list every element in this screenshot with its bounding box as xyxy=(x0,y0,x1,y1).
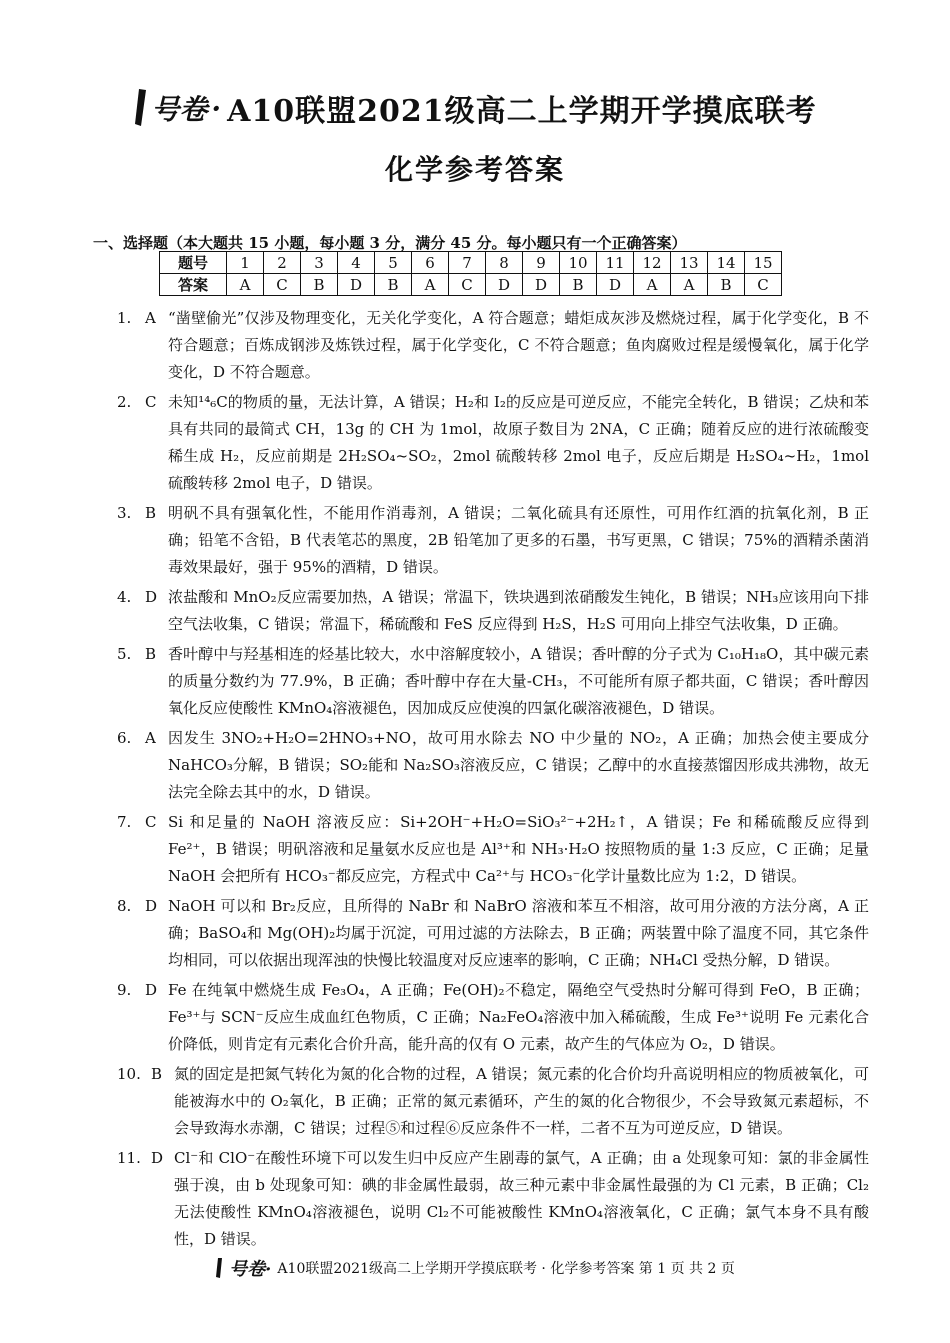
explanation-item xyxy=(117,725,869,806)
explanation-item xyxy=(117,584,869,638)
footer-logo-text: 号卷· xyxy=(229,1259,272,1280)
item-number: 10. xyxy=(117,1065,141,1083)
header xyxy=(0,86,950,188)
item-number: 4. xyxy=(117,588,132,606)
item-answer: B xyxy=(145,504,157,522)
item-answer: B xyxy=(151,1065,163,1083)
item-text: Si 和足量的 NaOH 溶液反应：Si+2OH⁻+H₂O=SiO₃²⁻+2H₂↑，A 错误；Fe 和稀硫酸反应得到 Fe²⁺，B 错误；明矾溶液和足量氨水反应也是 Al³⁺和 NH₃·H₂O 按照物质的量 1:3 反应，C 正确；足量 NaOH 会把所有 HCO₃⁻都反应完，方程式中 Ca²⁺与 HCO₃⁻化学计量数比应为 1:2，D 错误。 xyxy=(168,813,869,885)
question-number: 8 xyxy=(486,252,523,274)
explanation-item xyxy=(117,500,869,581)
page-footer xyxy=(0,1255,950,1281)
logo-dot: · xyxy=(211,91,222,125)
item-answer: C xyxy=(145,813,157,831)
question-number: 6 xyxy=(412,252,449,274)
answer-cell: D xyxy=(597,274,634,296)
answer-cell: A xyxy=(227,274,264,296)
answer-cell: A xyxy=(634,274,671,296)
item-number: 6. xyxy=(117,729,132,747)
question-number: 1 xyxy=(227,252,264,274)
item-text: 明矾不具有强氧化性，不能用作消毒剂，A 错误；二氧化硫具有还原性，可用作红酒的抗氧化剂，B 正确；铅笔不含铅，B 代表笔芯的黑度，2B 铅笔加了更多的石墨，书写更黑，C 错误；75%的酒精杀菌消毒效果最好，强于 95%的酒精，D 错误。 xyxy=(168,504,869,576)
answer-cell: C xyxy=(449,274,486,296)
question-number: 13 xyxy=(671,252,708,274)
answer-cell: C xyxy=(264,274,301,296)
item-answer: C xyxy=(145,393,157,411)
item-text: NaOH 可以和 Br₂反应，且所得的 NaBr 和 NaBrO 溶液和苯互不相溶，故可用分液的方法分离，A 正确；BaSO₄和 Mg(OH)₂均属于沉淀，可用过滤的方法除去，B 正确；两装置中除了温度不同，其它条件均相同，可以依据出现浑浊的快慢比较温度对反应速率的影响，C 正确；NH₄Cl 受热分解，D 错误。 xyxy=(168,897,870,969)
item-answer: B xyxy=(145,645,157,663)
question-number: 4 xyxy=(338,252,375,274)
section-title: 一、选择题（本大题共 15 小题，每小题 3 分，满分 45 分。每小题只有一个正确答案） xyxy=(93,234,687,252)
answer-row xyxy=(160,274,782,296)
item-answer: D xyxy=(145,588,158,606)
answer-table xyxy=(159,251,782,296)
item-number: 11. xyxy=(117,1149,141,1167)
item-text: 浓盐酸和 MnO₂反应需要加热，A 错误；常温下，铁块遇到浓硝酸发生钝化，B 错误；NH₃应该用向下排空气法收集，C 错误；常温下，稀硫酸和 FeS 反应得到 H₂S，H₂S 可用向上排空气法收集，D 正确。 xyxy=(168,588,869,633)
item-number: 5. xyxy=(117,645,132,663)
question-number: 5 xyxy=(375,252,412,274)
question-number: 12 xyxy=(634,252,671,274)
answer-cell: B xyxy=(708,274,745,296)
question-number: 3 xyxy=(301,252,338,274)
item-text: 因发生 3NO₂+H₂O=2HNO₃+NO，故可用水除去 NO 中少量的 NO₂，A 正确；加热会使主要成分 NaHCO₃分解，B 错误；SO₂能和 Na₂SO₃溶液反应，C 错误；乙醇中的水直接蒸馏因形成共沸物，故无法完全除去其中的水，D 错误。 xyxy=(168,729,869,801)
row-label: 答案 xyxy=(160,274,227,296)
item-text: Cl⁻和 ClO⁻在酸性环境下可以发生归中反应产生剧毒的氯气，A 正确；由 a 处现象可知：氯的非金属性强于溴，由 b 处现象可知：碘的非金属性最弱，故三种元素中非金属性最强的为 Cl 元素，B 正确；Cl₂无法使酸性 KMnO₄溶液褪色，说明 Cl₂不可能被酸性 KMnO₄溶液氧化，C 正确；氯气本身不具有酸性，D 错误。 xyxy=(174,1149,869,1248)
item-number: 9. xyxy=(117,981,132,999)
explanation-item xyxy=(117,1061,869,1142)
item-number: 2. xyxy=(117,393,132,411)
item-answer: A xyxy=(145,729,156,747)
item-text: 香叶醇中与羟基相连的烃基比较大，水中溶解度较小，A 错误；香叶醇的分子式为 C₁₀H₁₈O，其中碳元素的质量分数约为 77.9%，B 正确；香叶醇中存在大量-CH₃，不可能所有原子都共面，C 错误；香叶醇因氧化反应使酸性 KMnO₄溶液褪色，因加成反应使溴的四氯化碳溶液褪色，D 错误。 xyxy=(168,645,869,717)
logo-text: 号卷 xyxy=(151,93,208,126)
answer-cell: D xyxy=(523,274,560,296)
brush-stroke-icon xyxy=(133,88,147,128)
page-subtitle: 化学参考答案 xyxy=(384,153,565,186)
explanation-item xyxy=(117,389,869,497)
page-title: A10联盟2021级高二上学期开学摸底联考 xyxy=(227,94,817,129)
item-number: 8. xyxy=(117,897,132,915)
question-number: 14 xyxy=(708,252,745,274)
brand-logo xyxy=(133,88,221,128)
question-number: 10 xyxy=(560,252,597,274)
explanation-item xyxy=(117,305,869,386)
item-number: 1. xyxy=(117,309,132,327)
answer-cell: D xyxy=(338,274,375,296)
explanation-item xyxy=(117,809,869,890)
question-number: 9 xyxy=(523,252,560,274)
answer-cell: B xyxy=(375,274,412,296)
explanation-item xyxy=(117,641,869,722)
question-number-row xyxy=(160,252,782,274)
item-text: 未知¹⁴₆C的物质的量，无法计算，A 错误；H₂和 I₂的反应是可逆反应，不能完全转化，B 错误；乙炔和苯具有共同的最简式 CH，13g 的 CH 为 1mol，故原子数目为 2NA，C 正确；随着反应的进行浓硫酸变稀生成 H₂，反应前期是 2H₂SO₄~SO₂，2mol 硫酸转移 2mol 电子，反应后期是 H₂SO₄~H₂，1mol 硫酸转移 2mol 电子，D 错误。 xyxy=(168,393,869,492)
item-text: 氮的固定是把氮气转化为氮的化合物的过程，A 错误；氮元素的化合价均升高说明相应的物质被氧化，可能被海水中的 O₂氧化，B 正确；正常的氮元素循环，产生的氮的化合物很少，不会导致氮元素超标，不会导致海水赤潮，C 错误；过程⑤和过程⑥反应条件不一样，二者不互为可逆反应，D 错误。 xyxy=(174,1065,869,1137)
explanation-item xyxy=(117,977,869,1058)
question-number: 11 xyxy=(597,252,634,274)
answer-cell: C xyxy=(745,274,782,296)
brush-stroke-icon xyxy=(215,1257,223,1279)
explanation-item xyxy=(117,893,869,974)
item-answer: D xyxy=(151,1149,164,1167)
question-number: 2 xyxy=(264,252,301,274)
item-text: “凿壁偷光”仅涉及物理变化，无关化学变化，A 符合题意；蜡炬成灰涉及燃烧过程，属于化学变化，B 不符合题意；百炼成钢涉及炼铁过程，属于化学变化，C 不符合题意；鱼肉腐败过程是缓慢氧化，属于化学变化，D 不符合题意。 xyxy=(168,309,869,381)
answer-cell: A xyxy=(412,274,449,296)
title-line xyxy=(0,86,950,130)
row-label: 题号 xyxy=(160,252,227,274)
item-text: Fe 在纯氧中燃烧生成 Fe₃O₄，A 正确；Fe(OH)₂不稳定，隔绝空气受热时分解可得到 FeO，B 正确；Fe³⁺与 SCN⁻反应生成血红色物质，C 正确；Na₂FeO₄溶液中加入稀硫酸，生成 Fe³⁺说明 Fe 元素化合价降低，则肯定有元素化合价升高，能升高的仅有 O 元素，故产生的气体应为 O₂，D 错误。 xyxy=(168,981,869,1053)
item-answer: D xyxy=(145,897,158,915)
answer-cell: A xyxy=(671,274,708,296)
footer-text: A10联盟2021级高二上学期开学摸底联考 · 化学参考答案 第 1 页 共 2 页 xyxy=(277,1261,735,1277)
answer-cell: D xyxy=(486,274,523,296)
answer-cell: B xyxy=(560,274,597,296)
item-answer: A xyxy=(145,309,156,327)
explanation-item xyxy=(117,1145,869,1253)
question-number: 15 xyxy=(745,252,782,274)
item-number: 7. xyxy=(117,813,132,831)
item-number: 3. xyxy=(117,504,132,522)
question-number: 7 xyxy=(449,252,486,274)
item-answer: D xyxy=(145,981,158,999)
answer-cell: B xyxy=(301,274,338,296)
explanation-list xyxy=(117,305,869,1256)
